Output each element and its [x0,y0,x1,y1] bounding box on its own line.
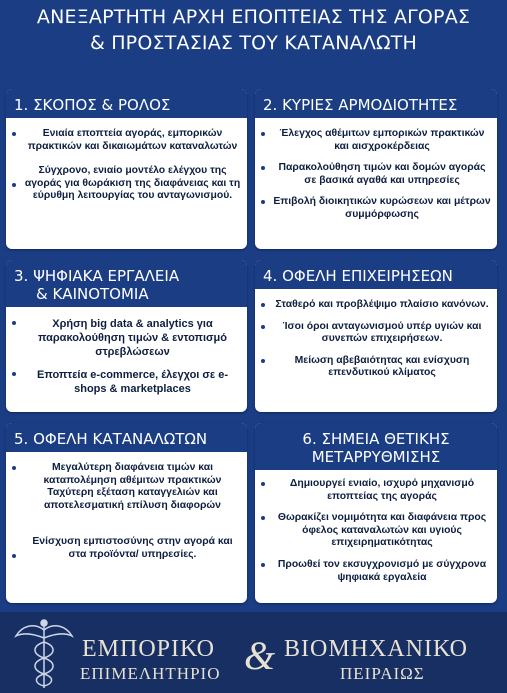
list-item [261,355,491,380]
page-title [0,4,507,56]
card-title-line: 4. ΟΦΕΛΗ ΕΠΙΧΕΙΡΗΣΕΩΝ [263,267,453,285]
list-item-text: Θωρακίζει νομιμότητα και διαφάνεια προς όφελος καταναλωτών και υγιούς επιχειρηματικότητας [277,512,487,549]
bullet-icon [12,183,16,187]
card-title [6,89,247,118]
list-item [261,478,491,503]
list-item-text: Μεγαλύτερη διαφάνεια τιμών και καταπολέμηση αθέμιτων πρακτικών Ταχύτερη εξέταση καταγγελιών και αποτελεσματική επίλυση διαφορών [43,462,222,511]
list-item [12,368,241,396]
card-title-line: 3. ΨΗΦΙΑΚΑ ΕΡΓΑΛΕΙΑ [14,267,180,285]
card-business-benefits [255,260,497,412]
card-purpose-role [6,89,247,249]
title-line-2: & ΠΡΟΣΤΑΣΙΑΣ ΤΟΥ ΚΑΤΑΝΑΛΩΤΗ [89,32,418,54]
list-item-text: Δημιουργεί ενιαίο, ισχυρό μηχανισμό εποπτείας της αγοράς [289,478,475,502]
card-consumer-benefits [6,423,247,603]
bullet-icon [12,372,16,376]
list-item [261,196,491,221]
card-body [6,307,247,396]
card-title [255,423,497,470]
list-item-text: Εποπτεία e-commerce, έλεγχοι σε e-shops & marketplaces [37,369,228,395]
bullet-icon [261,303,265,307]
list-item-text: Σύγχρονο, ενιαίο μοντέλο ελέγχου της αγοράς για θωράκιση της διαφάνειας και τη εύρυθμη λειτουργίας του ανταγωνισμού. [24,165,241,202]
footer-chamber-logo [0,612,507,693]
card-positive-reform-points [255,423,497,603]
card-body [6,118,247,203]
card-main-competences [255,89,497,249]
list-item-text: Παρακολούθηση τιμών και δομών αγοράς σε βασικά αγαθά και υπηρεσίες [278,162,486,186]
bullet-icon [261,482,265,486]
card-title-line: 2. ΚΥΡΙΕΣ ΑΡΜΟΔΙΟΤΗΤΕΣ [263,96,458,114]
list-item [12,165,241,203]
list-item [261,321,491,346]
card-title-line: ΜΕΤΑΡΡΥΘΜΙΣΗΣ [311,448,441,466]
bullet-icon [261,166,265,170]
title-line-1: ΑΝΕΞΑΡΤΗΤΗ ΑΡΧΗ ΕΠΟΠΤΕΙΑΣ ΤΗΣ ΑΓΟΡΑΣ [36,6,471,28]
list-item-text: Έλεγχος αθέμιτων εμπορικών πρακτικών και αισχροκέρδειας [279,128,485,152]
footer-ampersand: & [244,633,276,678]
card-title [6,423,247,452]
card-title-line: 6. ΣΗΜΕΙΑ ΘΕΤΙΚΗΣ [302,430,450,448]
bullet-icon [261,563,265,567]
caduceus-icon [14,616,74,690]
list-item-text: Μείωση αβεβαιότητας και ενίσχυση επενδυτικού κλίματος [294,354,470,379]
list-item-text: Χρήση big data & analytics για παρακολούθηση τιμών & εντοπισμό στρεβλώσεων [38,318,227,358]
list-item [261,512,491,550]
list-item [12,317,241,359]
card-digital-tools [6,260,247,412]
list-item [261,559,491,584]
list-item [261,162,491,187]
bullet-icon [12,466,16,470]
footer-word-viomichaniko: ΒΙΟΜΗΧΑΝΙΚΟ [284,636,469,662]
list-item-text: Προωθεί τον εκσυγχρονισμό με σύγχρονα ψηφιακά εργαλεία [277,558,487,583]
bullet-icon [12,321,16,325]
bullet-icon [261,132,265,136]
footer-word-peiraios: ΠΕΙΡΑΙΩΣ [340,664,425,683]
bullet-icon [12,554,16,558]
list-item-text: Επιβολή διοικητικών κυρώσεων και μέτρων συμμόρφωσης [273,196,491,220]
list-item-text: Ενιαία εποπτεία αγοράς, εμπορικών πρακτικών και δικαιωμάτων καταναλωτών [27,128,238,152]
card-title-line: & ΚΑΙΝΟΤΟΜΙΑ [36,285,149,303]
list-item-text: Ίσοι όροι ανταγωνισμού υπέρ υγιών και συνεπών επιχειρήσεων. [282,320,482,345]
list-item-text: Σταθερό και προβλέψιμο πλαίσιο κανόνων. [275,299,489,310]
list-item [12,128,241,153]
bullet-icon [12,132,16,136]
list-item [261,128,491,153]
footer-word-epimelitirio: ΕΠΙΜΕΛΗΤΗΡΙΟ [80,664,221,683]
card-title-line: 1. ΣΚΟΠΟΣ & ΡΟΛΟΣ [14,96,171,114]
card-body [255,470,497,584]
list-item [12,462,241,512]
card-title-line: 5. ΟΦΕΛΗ ΚΑΤΑΝΑΛΩΤΩΝ [14,430,208,448]
card-title [6,260,247,307]
footer-word-emporiko: ΕΜΠΟΡΙΚΟ [82,636,216,662]
card-title [255,89,497,118]
card-body [6,452,247,562]
bullet-icon [261,516,265,520]
bullet-icon [261,359,265,363]
card-body [255,118,497,222]
card-body [255,289,497,380]
bullet-icon [261,325,265,329]
card-title [255,260,497,289]
list-item [261,299,491,312]
list-item [12,536,241,561]
list-item-text: Ενίσχυση εμπιστοσύνης στην αγορά και στα προϊόντα/ υπηρεσίες. [32,536,233,560]
bullet-icon [261,200,265,204]
